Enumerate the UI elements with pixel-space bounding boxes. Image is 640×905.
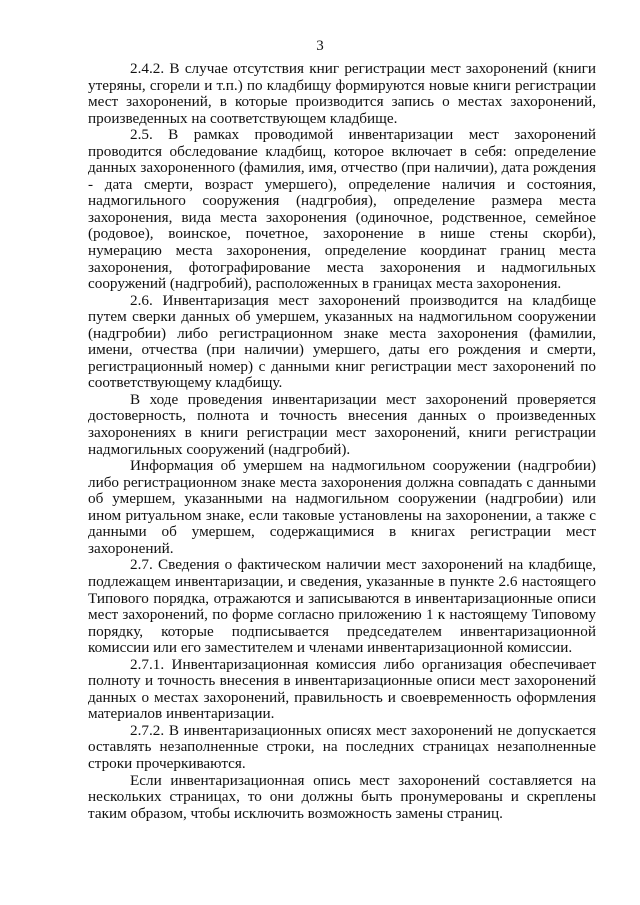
paragraph-2-7: 2.7. Сведения о фактическом наличии мест захоронений на кладбище, подлежащем инвентаризации, и сведения, указанные в пункте 2.6 настоящего Типового порядка, отражаются и записываются в инвентаризационные описи мест захоронений, по форме согласно приложению 1 к настоящему Типовому порядку, которые подписывается председателем инвентаризационной комиссии или его заместителем и членами инвентаризационной комиссии. [88, 556, 596, 657]
paragraph-2-5: 2.5. В рамках проводимой инвентаризации мест захоронений проводится обследование кладбищ, которое включает в себя: определение данных захороненного (фамилия, имя, отчество (при наличии), дата рождения - дата смерти, возраст умершего), определение наличия и состояния, надмогильного сооружения (надгробия), определение размера места захоронения, вида места захоронения (одиночное, родственное, семейное (родовое), воинское, почетное, захоронение в нише стены скорби), нумерацию места захоронения, определение координат границ места захоронения, фотографирование места захоронения и надмогильных сооружений (надгробий), расположенных в границах места захоронения. [88, 126, 596, 293]
paragraph-2-4-2: 2.4.2. В случае отсутствия книг регистрации мест захоронений (книги утеряны, сгорели и т.п.) по кладбищу формируются новые книги регистрации мест захоронений, в которые производится запись о местах захоронений, произведенных на соответствующем кладбище. [88, 60, 596, 127]
paragraph-deceased-info: Информация об умершем на надмогильном сооружении (надгробии) либо регистрационном знаке места захоронения должна совпадать с данными об умершем, указанными на надмогильном сооружении (надгробии) или ином ритуальном знаке, если таковые установлены на захоронении, а также с данными об умершем, содержащимися в книгах регистрации мест захоронений. [88, 457, 596, 557]
document-body [88, 61, 596, 822]
paragraph-multi-page: Если инвентаризационная опись мест захоронений составляется на нескольких страницах, то они должны быть пронумерованы и скреплены таким образом, чтобы исключить возможность замены страниц. [88, 771, 596, 822]
paragraph-verification: В ходе проведения инвентаризации мест захоронений проверяется достоверность, полнота и точность внесения данных о произведенных захоронениях в книги регистрации мест захоронений, книги регистрации надмогильных сооружений (надгробий). [88, 390, 596, 458]
paragraph-2-6: 2.6. Инвентаризация мест захоронений производится на кладбище путем сверки данных об умершем, указанных на надмогильном сооружении (надгробии) либо регистрационном знаке места захоронения (фамилии, имени, отчества (при наличии) умершего, даты его рождения и смерти, регистрационный номер) с данными книг регистрации мест захоронений по соответствующему кладбищу. [88, 291, 596, 392]
page-number: 3 [316, 38, 324, 54]
paragraph-2-7-1: 2.7.1. Инвентаризационная комиссия либо организация обеспечивает полноту и точность внесения в инвентаризационные описи мест захоронений данных о местах захоронений, правильность и своевременность оформления материалов инвентаризации. [88, 655, 596, 723]
paragraph-2-7-2: 2.7.2. В инвентаризационных описях мест захоронений не допускается оставлять незаполненные строки, на последних страницах незаполненные строки прочеркиваются. [88, 721, 596, 772]
